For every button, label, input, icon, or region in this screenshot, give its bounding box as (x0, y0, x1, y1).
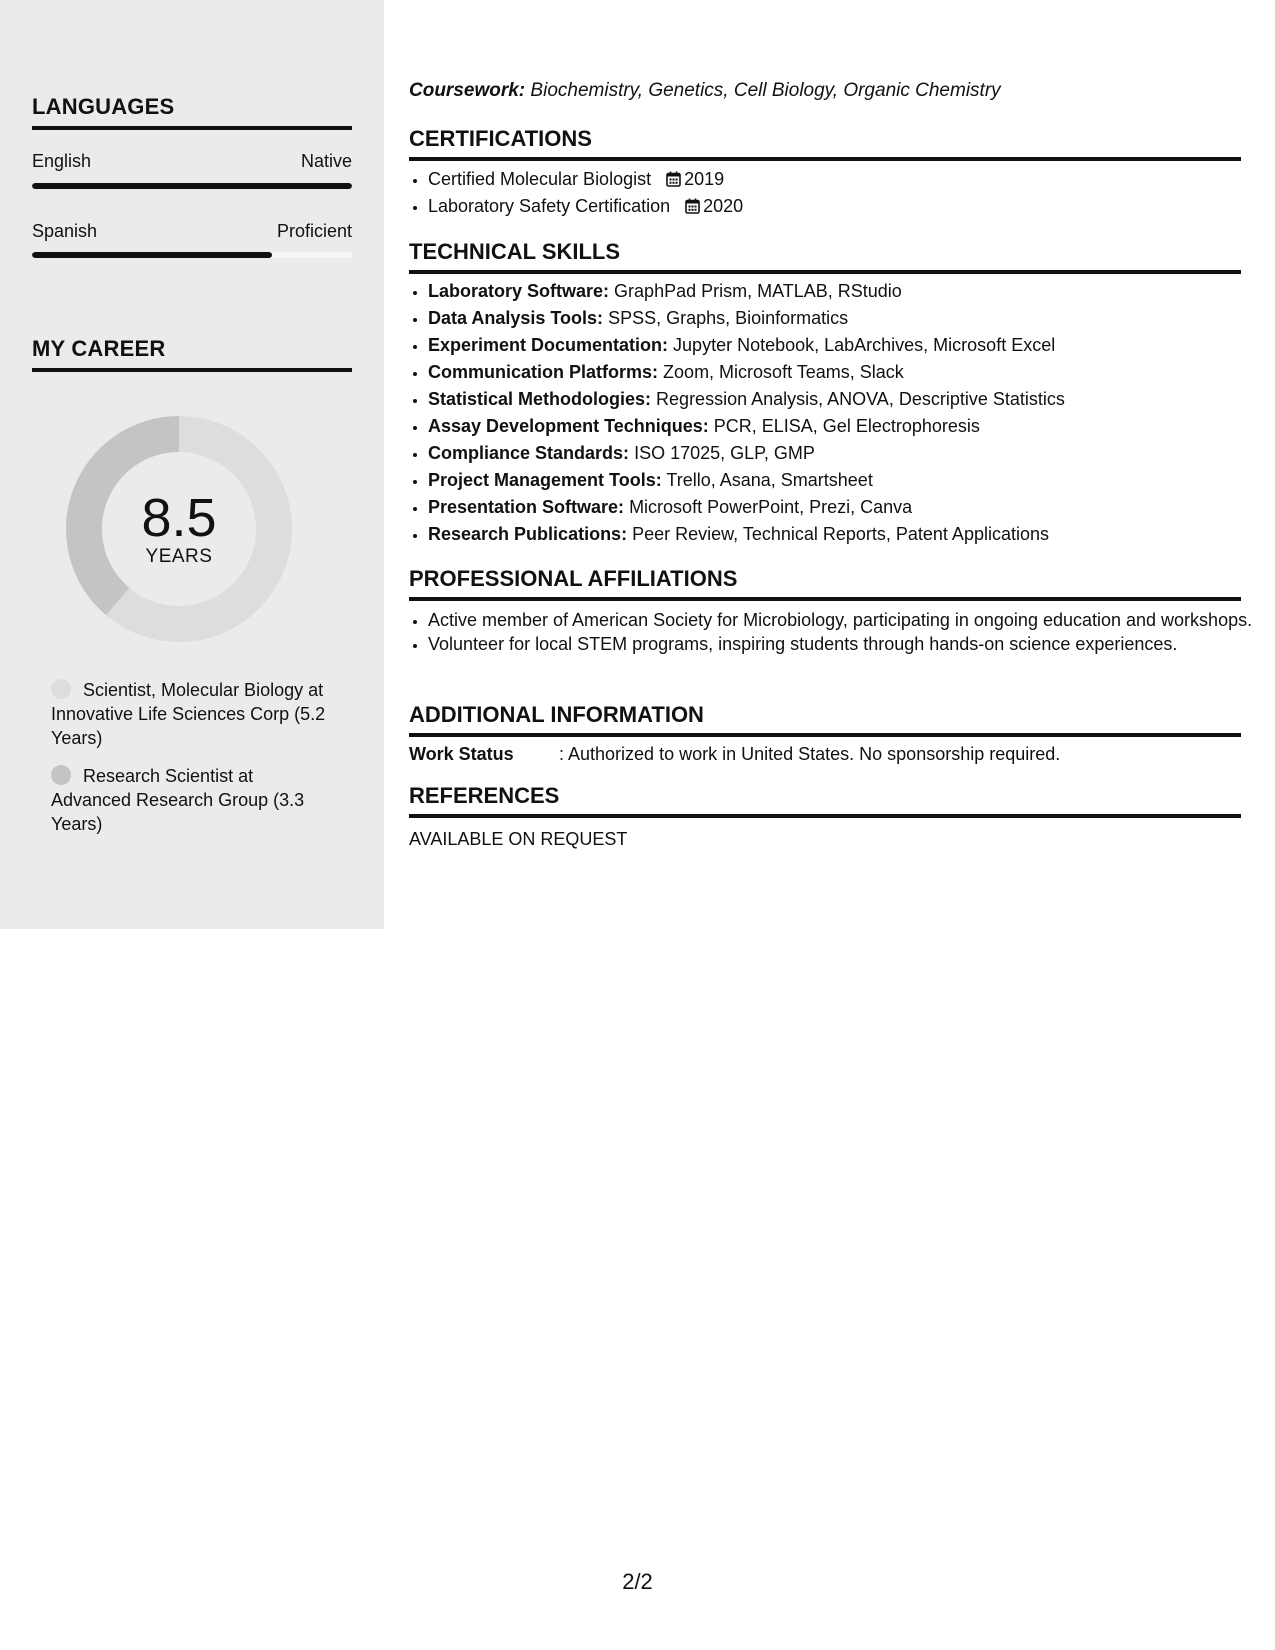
references-heading: REFERENCES (409, 783, 1241, 818)
language-row-spanish (32, 221, 352, 242)
language-level: Native (300, 151, 352, 171)
certification-item (428, 193, 1260, 220)
career-total-years: 8.5 (141, 488, 217, 548)
language-bar-fill (32, 183, 352, 189)
skill-label: Data Analysis Tools: (428, 308, 604, 328)
skill-value: Microsoft PowerPoint, Prezi, Canva (629, 497, 913, 517)
skill-item (428, 413, 1260, 440)
coursework-value: Biochemistry, Genetics, Cell Biology, Organic Chemistry (530, 80, 1001, 101)
languages-heading: LANGUAGES (32, 94, 352, 130)
references-text: AVAILABLE ON REQUEST (409, 829, 628, 849)
coursework-line (409, 80, 1001, 102)
certification-year: 2020 (703, 196, 744, 216)
skill-item (428, 359, 1260, 386)
affiliation-item: • Active member of American Society for Microbiology, participating in ongoing education and workshops. (428, 608, 1260, 632)
affiliations-list (409, 608, 1260, 656)
skill-label: Statistical Methodologies: (428, 389, 652, 409)
certification-name: Laboratory Safety Certification (428, 196, 671, 216)
skill-value: Trello, Asana, Smartsheet (666, 470, 873, 490)
work-status-row (409, 744, 1241, 765)
certification-item (428, 166, 1260, 193)
career-item (51, 764, 336, 836)
language-bar-fill (32, 252, 272, 258)
technical-skills-heading: TECHNICAL SKILLS (409, 239, 1241, 274)
work-status-value: : Authorized to work in United States. No sponsorship required. (559, 744, 1061, 764)
career-item-text: Research Scientist at Advanced Research Group (3.3 Years) (51, 766, 305, 834)
career-total-unit: YEARS (145, 546, 213, 567)
language-row-english (32, 151, 352, 172)
skill-item (428, 305, 1260, 332)
skill-item (428, 386, 1260, 413)
skill-value: Zoom, Microsoft Teams, Slack (663, 362, 904, 382)
career-heading: MY CAREER (32, 336, 352, 372)
skill-item (428, 467, 1260, 494)
career-item (51, 678, 336, 750)
career-legend-dot (51, 765, 71, 785)
skill-item (428, 521, 1260, 548)
affiliations-heading: PROFESSIONAL AFFILIATIONS (409, 566, 1241, 601)
career-donut-center (66, 416, 292, 642)
sidebar (0, 0, 384, 929)
skill-value: SPSS, Graphs, Bioinformatics (608, 308, 849, 328)
calendar-icon (685, 198, 700, 214)
language-name: Spanish (32, 221, 98, 241)
certifications-list (409, 166, 1260, 220)
skill-label: Compliance Standards: (428, 443, 630, 463)
additional-info-heading: ADDITIONAL INFORMATION (409, 702, 1241, 737)
skill-value: ISO 17025, GLP, GMP (634, 443, 815, 463)
skill-label: Laboratory Software: (428, 281, 610, 301)
skill-label: Presentation Software: (428, 497, 625, 517)
page-number: 2/2 (622, 1569, 653, 1594)
certification-name: Certified Molecular Biologist (428, 169, 652, 189)
language-level: Proficient (276, 221, 352, 241)
skill-label: Communication Platforms: (428, 362, 659, 382)
skill-item (428, 332, 1260, 359)
skill-label: Project Management Tools: (428, 470, 662, 490)
language-bar-spanish (32, 252, 352, 258)
skill-label: Experiment Documentation: (428, 335, 669, 355)
certifications-heading: CERTIFICATIONS (409, 126, 1241, 161)
work-status-label: Work Status (409, 744, 514, 764)
language-name: English (32, 151, 92, 171)
skill-item (428, 440, 1260, 467)
skill-label: Research Publications: (428, 524, 628, 544)
certification-year: 2019 (684, 169, 725, 189)
language-bar-english (32, 183, 352, 189)
calendar-icon (666, 171, 681, 187)
career-item-text: Scientist, Molecular Biology at Innovative Life Sciences Corp (5.2 Years) (51, 680, 326, 748)
career-donut-chart (66, 416, 292, 642)
career-legend-dot (51, 679, 71, 699)
technical-skills-list (409, 278, 1260, 548)
skill-value: Regression Analysis, ANOVA, Descriptive Statistics (656, 389, 1065, 409)
coursework-label: Coursework: (409, 80, 526, 101)
skill-value: GraphPad Prism, MATLAB, RStudio (614, 281, 902, 301)
skill-value: Peer Review, Technical Reports, Patent Applications (632, 524, 1049, 544)
skill-value: PCR, ELISA, Gel Electrophoresis (713, 416, 980, 436)
skill-value: Jupyter Notebook, LabArchives, Microsoft Excel (673, 335, 1056, 355)
affiliation-item: • Volunteer for local STEM programs, inspiring students through hands-on science experiences. (428, 632, 1260, 656)
skill-label: Assay Development Techniques: (428, 416, 709, 436)
skill-item (428, 278, 1260, 305)
skill-item (428, 494, 1260, 521)
